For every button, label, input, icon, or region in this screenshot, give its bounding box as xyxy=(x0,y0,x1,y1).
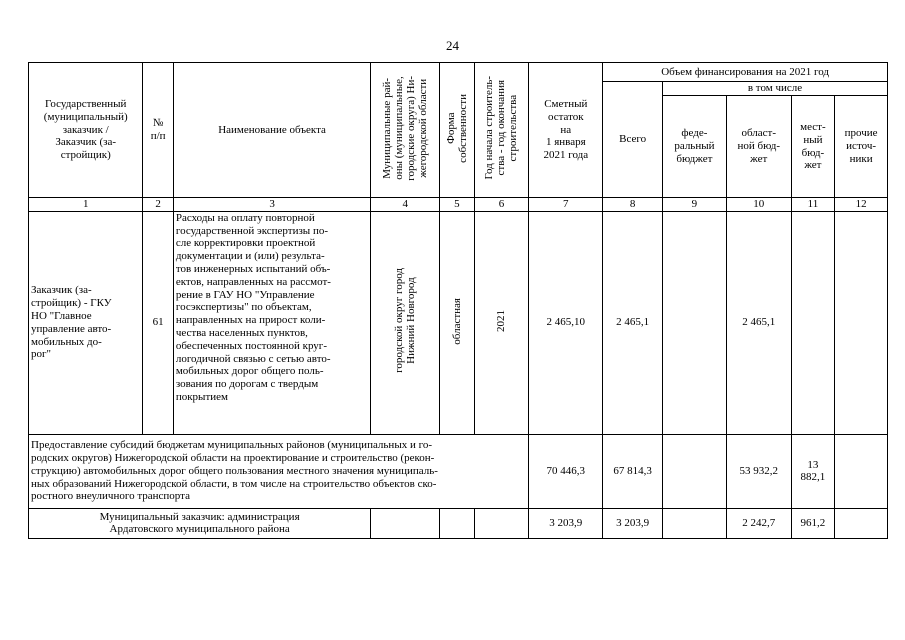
row1-ownership xyxy=(440,211,474,434)
row2-other xyxy=(835,434,888,508)
header-incl: в том числе xyxy=(663,82,888,96)
row2-text: Предоставление субсидий бюджетам муниципальных районов (муниципальных и го- родских округов) Нижегородской области на проектирование и строительство (рекон- струкцию) автомобильных дорог общего пользования местного значения муниципаль- ных образований Нижегородской области, в том числе на строительство объектов ско- ростного внеуличного транспорта xyxy=(29,434,529,508)
row2-regional: 53 932,2 xyxy=(726,434,791,508)
row3-col4 xyxy=(371,508,440,538)
col-number-1: 1 xyxy=(29,198,143,212)
row1-other xyxy=(835,211,888,434)
header-other: прочие источ- ники xyxy=(835,96,888,198)
col-number-8: 8 xyxy=(603,198,663,212)
row3-local: 961,2 xyxy=(791,508,835,538)
header-total: Всего xyxy=(603,82,663,198)
col-number-12: 12 xyxy=(835,198,888,212)
row1-years xyxy=(474,211,529,434)
row1-regional: 2 465,1 xyxy=(726,211,791,434)
col-number-9: 9 xyxy=(663,198,727,212)
row3-col6 xyxy=(474,508,529,538)
row3-col5 xyxy=(440,508,474,538)
header-years xyxy=(474,63,529,198)
row2-total: 67 814,3 xyxy=(603,434,663,508)
row1-years-text: 2021 xyxy=(495,309,508,332)
row3-text: Муниципальный заказчик: администрация Ардатовского муниципального района xyxy=(29,508,371,538)
row3-estimate: 3 203,9 xyxy=(529,508,603,538)
page-number: 24 xyxy=(446,38,459,53)
col-number-11: 11 xyxy=(791,198,835,212)
col-number-6: 6 xyxy=(474,198,529,212)
header-federal: феде- ральный бюджет xyxy=(663,96,727,198)
col-number-2: 2 xyxy=(143,198,173,212)
col-number-3: 3 xyxy=(173,198,371,212)
row1-num: 61 xyxy=(143,211,173,434)
row3-regional: 2 242,7 xyxy=(726,508,791,538)
header-num: № п/п xyxy=(143,63,173,198)
row2-local: 13 882,1 xyxy=(791,434,835,508)
header-municipal xyxy=(371,63,440,198)
row1-municipal xyxy=(371,211,440,434)
col-number-5: 5 xyxy=(440,198,474,212)
header-funding: Объем финансирования на 2021 год xyxy=(603,63,888,82)
row1-customer: Заказчик (за- стройщик) - ГКУ НО "Главное управление авто- мобильных до- рог" xyxy=(29,211,143,434)
row2-estimate: 70 446,3 xyxy=(529,434,603,508)
row2-federal xyxy=(663,434,727,508)
header-customer: Государственный (муниципальный) заказчик / Заказчик (за- стройщик) xyxy=(29,63,143,198)
header-years-text: Год начала строитель- ства - год окончания строительства xyxy=(483,76,520,180)
col-number-10: 10 xyxy=(726,198,791,212)
header-local: мест- ный бюд- жет xyxy=(791,96,835,198)
row1-estimate: 2 465,10 xyxy=(529,211,603,434)
row1-object: Расходы на оплату повторной государственной экспертизы по- сле корректировки проектной документации и (или) результа- тов инженерных испытаний объ- ектов, направленных на рассмот- рение в ГАУ НО "Управление госэкспертизы" по объектам, направленных на прирост коли- чества населенных пунктов, обеспеченных постоянной круг- логодичной связью с сетью авто- мобильных дорог общего поль- зования по дорогам с твердым покрытием xyxy=(173,211,371,434)
col-number-4: 4 xyxy=(371,198,440,212)
row1-municipal-text: городской округ город Нижний Новгород xyxy=(393,268,418,374)
row3-federal xyxy=(663,508,727,538)
header-municipal-text: Муниципальные рай- оны (муниципальные, городские округа) Ни- жегородской области xyxy=(381,75,430,181)
header-ownership xyxy=(440,63,474,198)
row1-ownership-text: областная xyxy=(450,297,463,345)
financing-table xyxy=(28,62,888,539)
row1-federal xyxy=(663,211,727,434)
row1-total: 2 465,1 xyxy=(603,211,663,434)
row3-other xyxy=(835,508,888,538)
header-estimate: Сметный остаток на 1 января 2021 года xyxy=(529,63,603,198)
row3-total: 3 203,9 xyxy=(603,508,663,538)
header-ownership-text: Форма собственности xyxy=(444,93,469,163)
col-number-7: 7 xyxy=(529,198,603,212)
header-object-name: Наименование объекта xyxy=(173,63,371,198)
row1-local xyxy=(791,211,835,434)
header-regional: област- ной бюд- жет xyxy=(726,96,791,198)
